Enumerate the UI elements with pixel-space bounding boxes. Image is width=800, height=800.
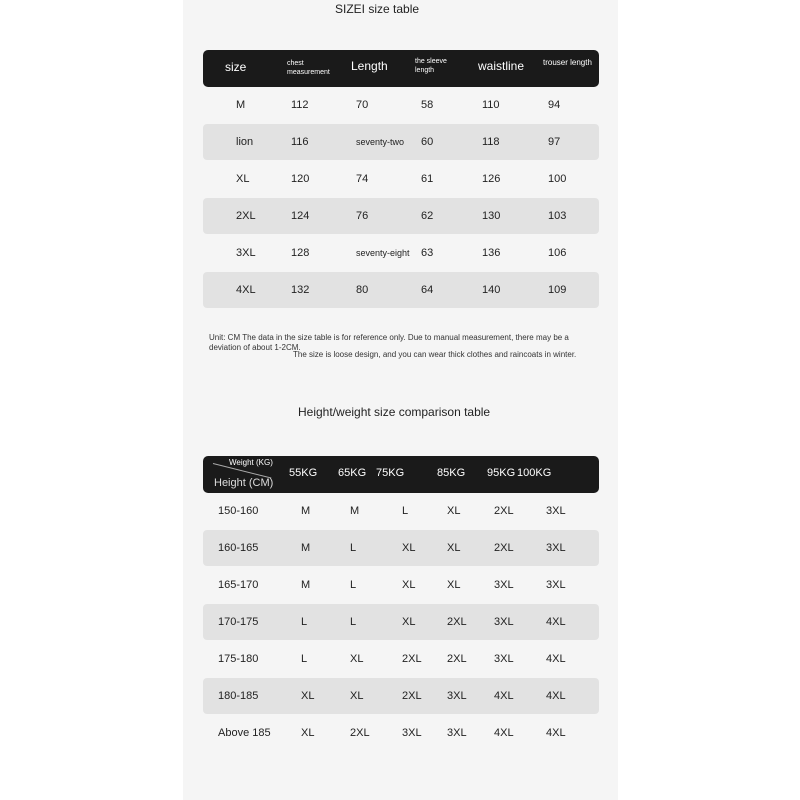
size-table-row [203,198,599,234]
header-trouser: trouser length [543,58,592,67]
hw-cell-size: 4XL [546,690,566,702]
size-cell-sleeve: 64 [421,284,434,296]
weight-85: 85KG [437,467,466,479]
weight-label: Weight (KG) [229,458,273,467]
hw-table-title: Height/weight size comparison table [298,405,491,419]
hw-cell-size: M [301,579,311,591]
size-cell-size: 2XL [236,210,256,222]
header-length: Length [351,59,388,73]
hw-cell-height: 180-185 [218,690,259,702]
size-cell-waist: 130 [482,210,501,222]
hw-cell-size: L [301,616,308,628]
size-cell-length: 74 [356,173,369,185]
size-cell-chest: 112 [291,99,309,111]
header-waistline: waistline [478,59,525,73]
size-cell-length: 76 [356,210,369,222]
size-table-row [203,87,599,123]
header-size: size [225,60,247,74]
hw-cell-size: M [301,505,311,517]
hw-cell-size: 2XL [447,616,467,628]
hw-cell-size: L [350,542,357,554]
hw-cell-height: Above 185 [218,727,271,739]
hw-cell-size: M [350,505,360,517]
hw-cell-size: XL [350,690,364,702]
hw-cell-size: 3XL [494,616,514,628]
hw-cell-height: 170-175 [218,616,259,628]
weight-100: 100KG [517,467,552,479]
hw-cell-size: 2XL [402,690,422,702]
hw-table-row [203,641,599,677]
hw-cell-height: 165-170 [218,579,259,591]
size-cell-size: M [236,99,246,111]
note-unit: Unit: CM The data in the size table is for reference only. Due to manual measurement, there may be a deviation of about 1-2CM. [209,333,569,352]
size-cell-waist: 118 [482,136,500,148]
size-cell-waist: 110 [482,99,500,111]
hw-cell-height: 175-180 [218,653,259,665]
size-cell-waist: 126 [482,173,501,185]
hw-cell-size: XL [402,542,416,554]
hw-cell-height: 150-160 [218,505,259,517]
size-cell-sleeve: 62 [421,210,434,222]
size-cell-size: 4XL [236,284,256,296]
hw-cell-size: 3XL [447,690,467,702]
hw-cell-size: 3XL [494,579,514,591]
size-table-row [203,272,599,308]
hw-cell-size: M [301,542,311,554]
size-cell-waist: 140 [482,284,501,296]
hw-cell-size: 3XL [494,653,514,665]
size-table-header [203,50,599,87]
size-table-title: SIZEI size table [335,2,420,16]
size-cell-size: XL [236,173,250,185]
hw-cell-size: 4XL [494,690,514,702]
hw-cell-size: L [402,505,409,517]
size-cell-length: 80 [356,284,369,296]
weight-75: 75KG [376,467,405,479]
hw-table-header [203,456,599,493]
size-cell-chest: 124 [291,210,310,222]
hw-table-row [203,567,599,603]
weight-95: 95KG [487,467,516,479]
note-loose: The size is loose design, and you can wear thick clothes and raincoats in winter. [293,350,577,359]
size-cell-chest: 128 [291,247,310,259]
hw-cell-size: 3XL [402,727,422,739]
size-table-row [203,235,599,271]
hw-cell-size: XL [301,690,315,702]
size-cell-trouser: 103 [548,210,567,222]
size-cell-trouser: 94 [548,99,561,111]
weight-65: 65KG [338,467,367,479]
hw-cell-size: 4XL [494,727,514,739]
hw-cell-size: XL [402,616,416,628]
size-cell-sleeve: 61 [421,173,434,185]
size-table-row [203,124,599,160]
size-cell-chest: 116 [291,136,309,148]
height-label: Height (CM) [214,477,274,489]
hw-cell-size: L [350,616,357,628]
hw-cell-size: 2XL [350,727,370,739]
size-cell-length: 70 [356,99,369,111]
size-cell-trouser: 100 [548,173,567,185]
hw-cell-size: 2XL [494,505,514,517]
size-cell-length: seventy-eight [356,248,410,258]
size-cell-length: seventy-two [356,137,405,147]
header-chest: chest measurement [287,60,330,76]
hw-table-row [203,678,599,714]
hw-cell-size: 4XL [546,616,566,628]
hw-cell-size: L [350,579,357,591]
hw-cell-size: 2XL [447,653,467,665]
hw-table-row [203,493,599,529]
size-cell-trouser: 106 [548,247,567,259]
hw-cell-size: XL [447,579,461,591]
weight-55: 55KG [289,467,318,479]
hw-cell-size: 4XL [546,653,566,665]
size-cell-chest: 132 [291,284,310,296]
size-cell-sleeve: 63 [421,247,434,259]
hw-cell-size: L [301,653,308,665]
hw-cell-size: 4XL [546,727,566,739]
size-cell-trouser: 109 [548,284,567,296]
size-cell-size: lion [236,136,254,148]
hw-table-row [203,604,599,640]
hw-cell-size: XL [447,542,461,554]
hw-cell-size: 3XL [546,542,566,554]
hw-cell-size: 2XL [494,542,514,554]
size-cell-waist: 136 [482,247,501,259]
hw-table-row [203,530,599,566]
size-table-row [203,161,599,197]
hw-cell-size: XL [350,653,364,665]
hw-table-row [203,715,599,751]
size-cell-sleeve: 58 [421,99,434,111]
hw-cell-size: 3XL [546,579,566,591]
size-cell-chest: 120 [291,173,310,185]
size-cell-size: 3XL [236,247,256,259]
hw-cell-size: XL [402,579,416,591]
size-cell-sleeve: 60 [421,136,434,148]
hw-cell-size: XL [447,505,461,517]
header-sleeve: the sleeve length [415,58,447,74]
hw-cell-size: 3XL [447,727,467,739]
hw-cell-size: 3XL [546,505,566,517]
hw-cell-height: 160-165 [218,542,259,554]
hw-cell-size: XL [301,727,315,739]
size-cell-trouser: 97 [548,136,561,148]
hw-cell-size: 2XL [402,653,422,665]
